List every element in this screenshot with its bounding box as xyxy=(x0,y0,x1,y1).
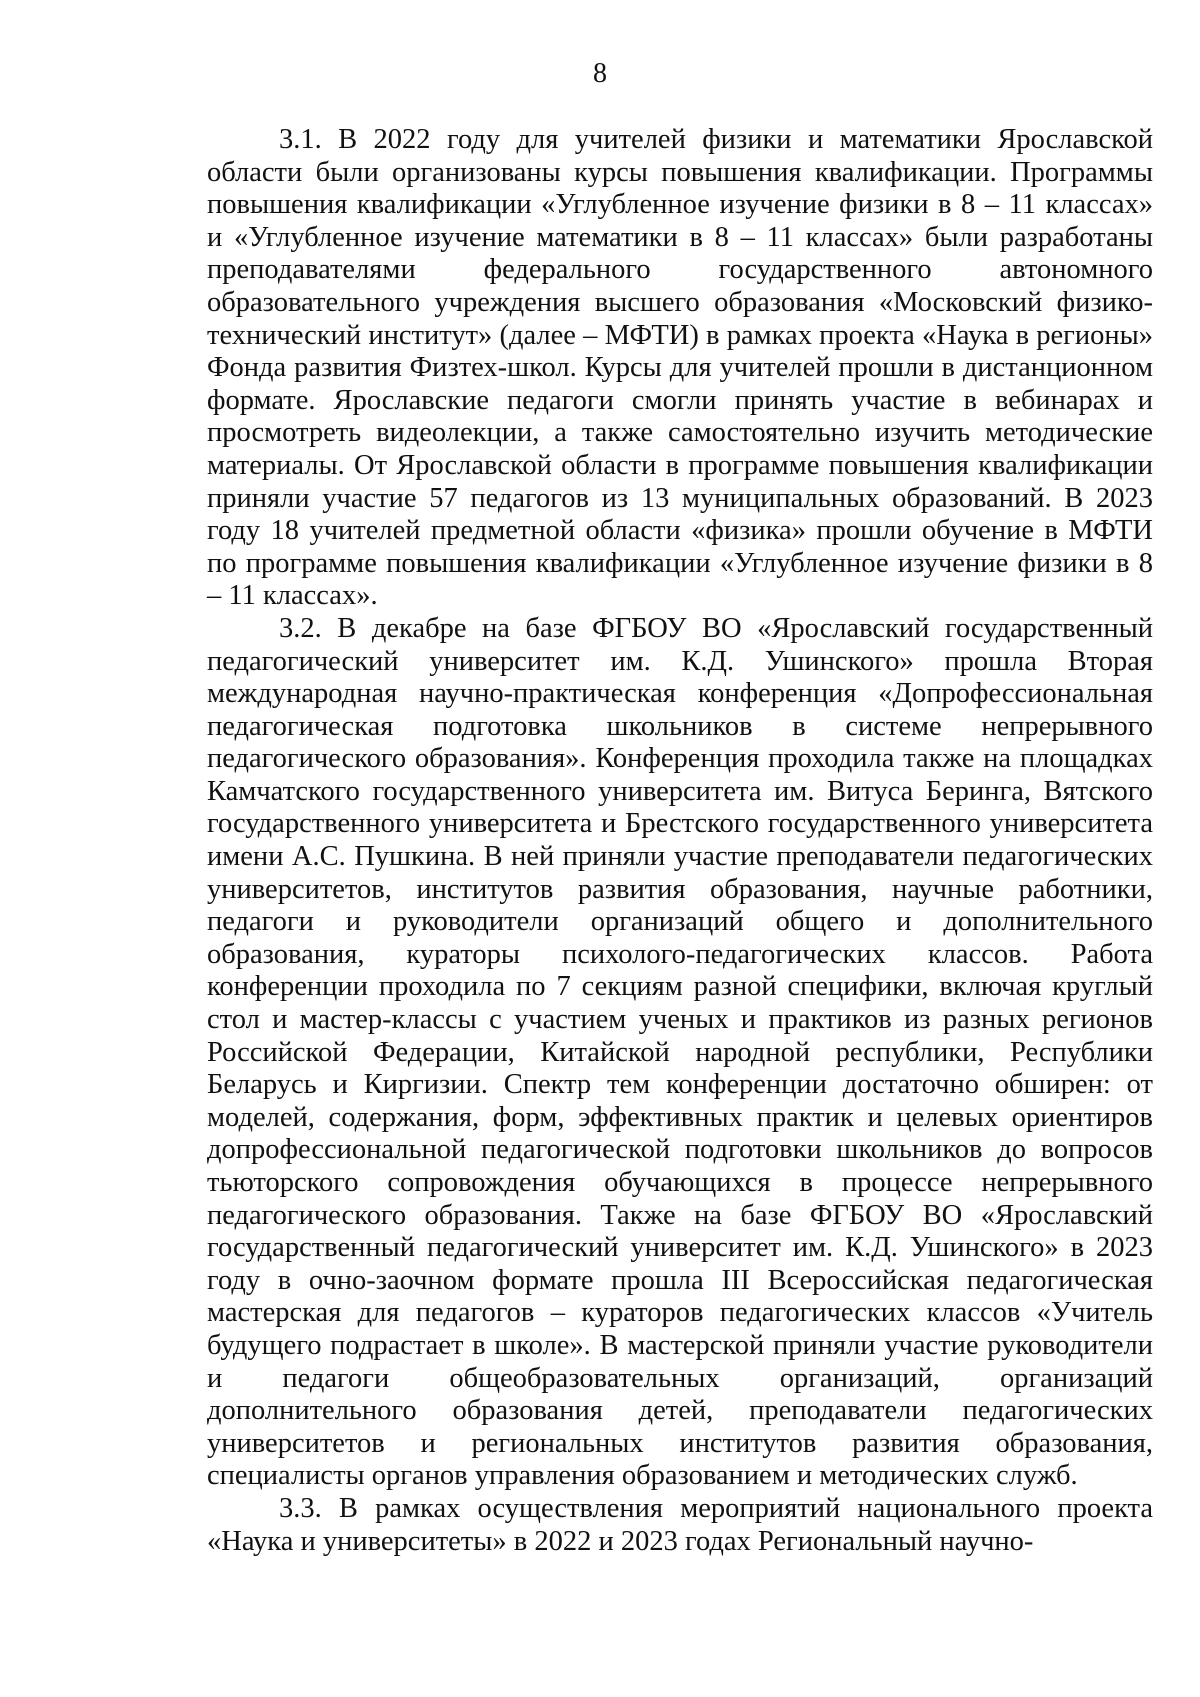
paragraph-3-1: 3.1. В 2022 году для учителей физики и математики Ярославской области были организованы курсы повышения квалификации. Программы повышения квалификации «Углубленное изучение физики в 8 – 11 классах» и «Углубленное изучение математики в 8 – 11 классах» были разработаны преподавателями федерального государственного автономного образовательного учреждения высшего образования «Московский физико-технический институт» (далее – МФТИ) в рамках проекта «Наука в регионы» Фонда развития Физтех-школ. Курсы для учителей прошли в дистанционном формате. Ярославские педагоги смогли принять участие в вебинарах и просмотреть видеолекции, а также самостоятельно изучить методические материалы. От Ярославской области в программе повышения квалификации приняли участие 57 педагогов из 13 муниципальных образований. В 2023 году 18 учителей предметной области «физика» прошли обучение в МФТИ по программе повышения квалификации «Углубленное изучение физики в 8 – 11 классах». xyxy=(207,124,1153,612)
document-body xyxy=(207,124,1153,1558)
page-number: 8 xyxy=(593,58,607,89)
paragraph-3-2: 3.2. В декабре на базе ФГБОУ ВО «Ярославский государственный педагогический университет им. К.Д. Ушинского» прошла Вторая международная научно-практическая конференция «Допрофессиональная педагогическая подготовка школьников в системе непрерывного педагогического образования». Конференция проходила также на площадках Камчатского государственного университета им. Витуса Беринга, Вятского государственного университета и Брестского государственного университета имени А.С. Пушкина. В ней приняли участие преподаватели педагогических университетов, институтов развития образования, научные работники, педагоги и руководители организаций общего и дополнительного образования, кураторы психолого-педагогических классов. Работа конференции проходила по 7 секциям разной специфики, включая круглый стол и мастер-классы с участием ученых и практиков из разных регионов Российской Федерации, Китайской народной республики, Республики Беларусь и Киргизии. Спектр тем конференции достаточно обширен: от моделей, содержания, форм, эффективных практик и целевых ориентиров допрофессиональной педагогической подготовки школьников до вопросов тьюторского сопровождения обучающихся в процессе непрерывного педагогического образования. Также на базе ФГБОУ ВО «Ярославский государственный педагогический университет им. К.Д. Ушинского» в 2023 году в очно-заочном формате прошла III Всероссийская педагогическая мастерская для педагогов – кураторов педагогических классов «Учитель будущего подрастает в школе». В мастерской приняли участие руководители и педагоги общеобразовательных организаций, организаций дополнительного образования детей, преподаватели педагогических университетов и региональных институтов развития образования, специалисты органов управления образованием и методических служб. xyxy=(207,612,1153,1492)
paragraph-3-3: 3.3. В рамках осуществления мероприятий национального проекта «Наука и университеты» в 2022 и 2023 годах Региональный научно- xyxy=(207,1492,1153,1557)
